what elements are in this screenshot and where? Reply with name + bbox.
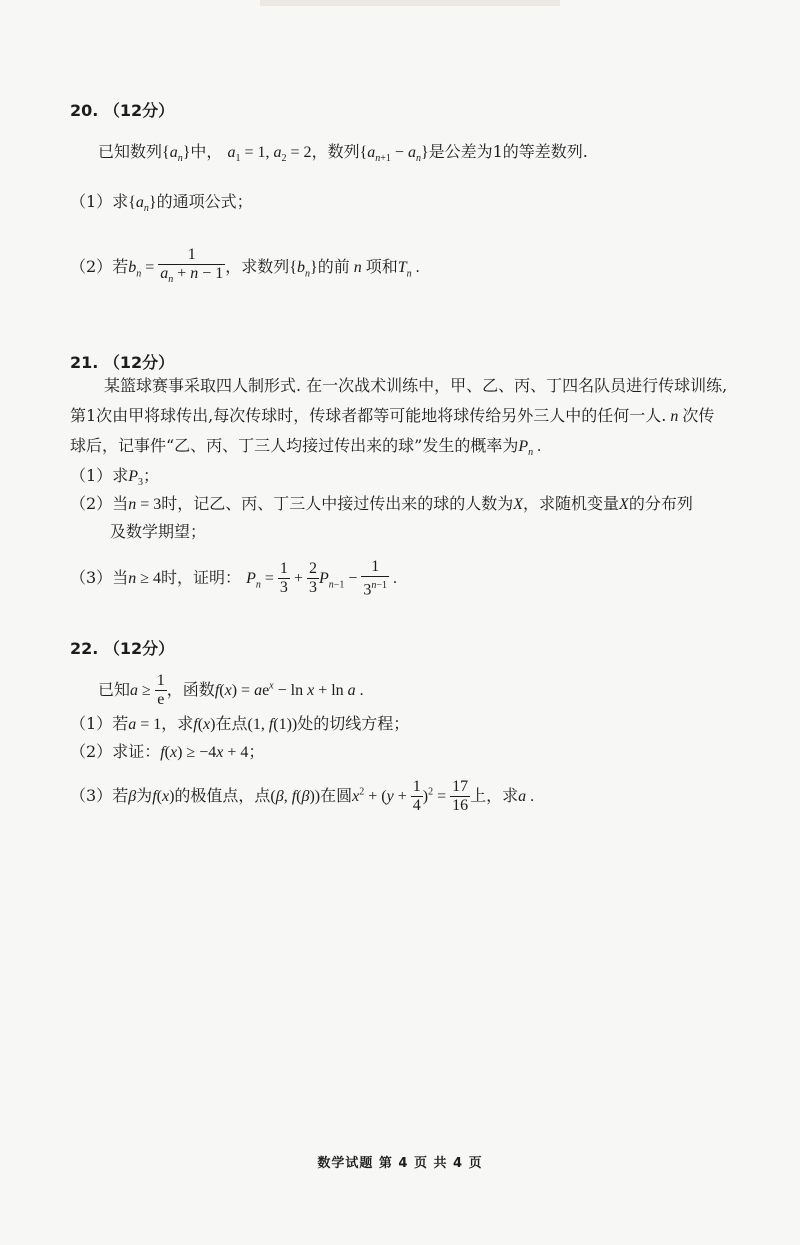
q21-part1: （1）求$P_3$；: [70, 466, 159, 489]
q21-part2-line2: 及数学期望；: [110, 522, 207, 541]
q21-stem-line1: 某篮球赛事采取四人制形式. 在一次战术训练中，甲、乙、丙、丁四名队员进行传球训练,: [104, 376, 728, 395]
q22-part3: （3）若β为f(x)的极值点，点(β, f(β))在圆$x^2 + (y$ + $\frac{1}{4}$ )$^2$ = $\frac{17}{16}$ 上，求a .: [70, 778, 535, 814]
q22-header: 22. （12分）: [70, 639, 175, 658]
q21-stem-line3: 球后，记事件“乙、丙、丁三人均接过传出来的球”发生的概率为$P_n$ .: [70, 436, 542, 459]
scan-edge-artifact: [260, 0, 560, 6]
q20-fraction: $\frac{1}{a_n + n - 1}$: [158, 246, 225, 289]
q22-stem: 已知a ≥ $\frac{1}{e}$ ，函数$f(x) = ae^x - \ln x + \ln a$ .: [98, 672, 364, 708]
q22-part2: （2）求证：f(x) ≥ −4x + 4；: [70, 742, 265, 761]
page-footer: 数学试题 第 4 页 共 4 页: [317, 1156, 483, 1171]
q21-header: 21. （12分）: [70, 353, 175, 372]
q22-part1: （1）若a = 1，求f(x)在点(1, f(1))处的切线方程；: [70, 714, 410, 733]
q20-part1: （1）求$\{a_n\}$的通项公式；: [70, 192, 253, 215]
q20-header: 20. （12分）: [70, 101, 175, 120]
q20-stem: 已知数列$\{a_n\}$中， $a_1 = 1$, $a_2 = 2$，数列$\{a_{n+1} - a_n\}$是公差为1的等差数列.: [98, 142, 588, 165]
q21-stem-line2: 第1次由甲将球传出,每次传球时，传球者都等可能地将球传给另外三人中的任何一人. n 次传: [70, 406, 715, 425]
q21-part3: （3）当n ≥ 4时，证明： $P_n$ = $\frac{1}{3}$ + $\frac{2}{3}$ $P_{n-1}$ − $\frac{1}{3^{n-1}}$ .: [70, 558, 398, 599]
q20-part2: （2）若$b_n$ = $\frac{1}{a_n + n - 1}$ ，求数列$\{b_n\}$的前 n 项和$T_n$ .: [70, 246, 420, 289]
q21-part2: （2）当n = 3时，记乙、丙、丁三人中接过传出来的球的人数为X，求随机变量X的分布列: [70, 494, 693, 513]
